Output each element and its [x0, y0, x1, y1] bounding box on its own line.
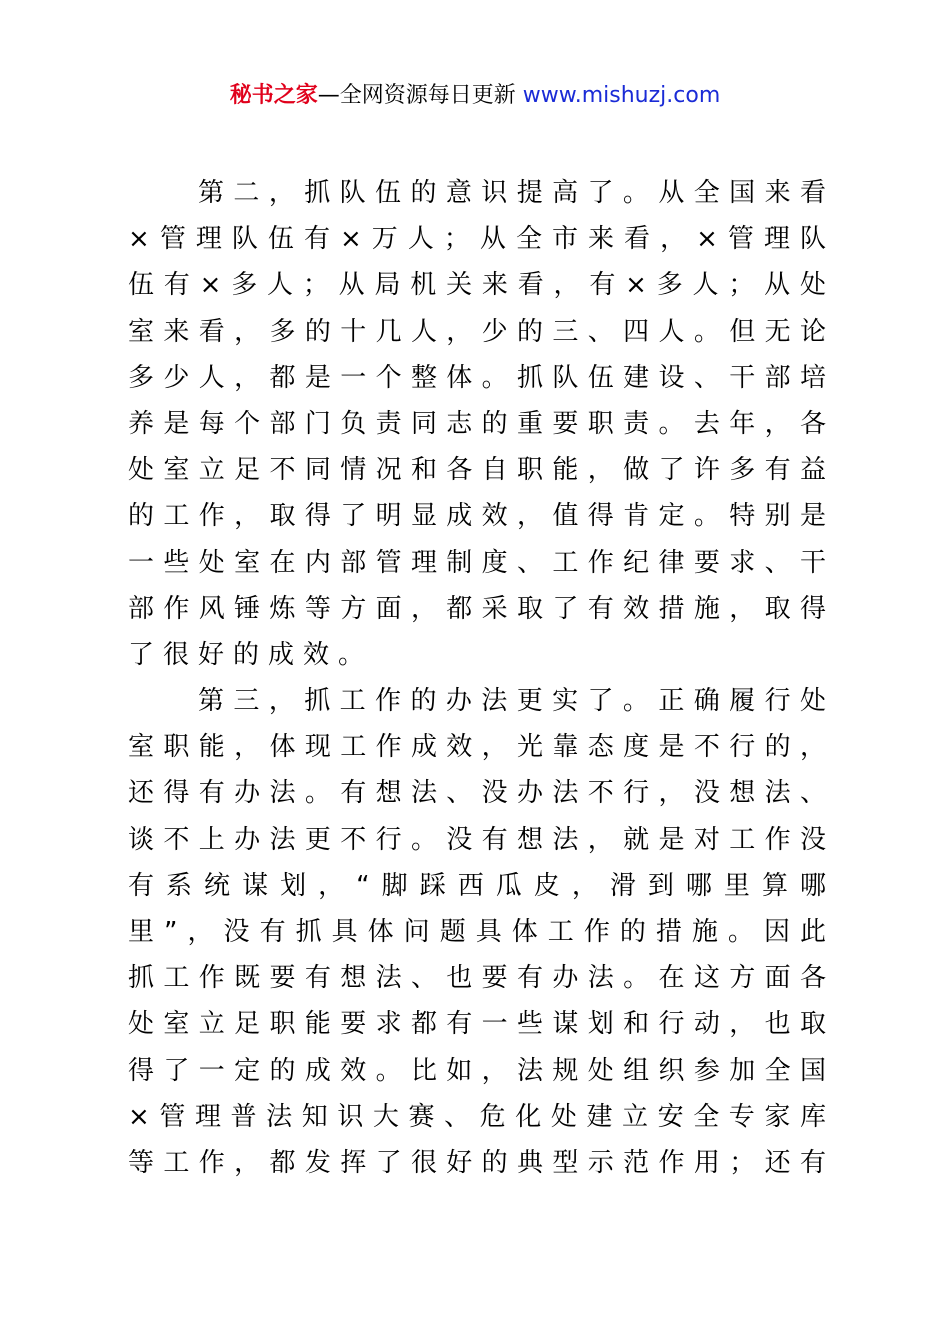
paragraph-line: ×管理普法知识大赛、危化处建立安全专家库 — [128, 1101, 828, 1132]
paragraph-line: 处室立足不同情况和各自职能，做了许多有益 — [128, 455, 828, 486]
paragraph-line: 得了一定的成效。比如，法规处组织参加全国 — [128, 1055, 828, 1086]
site-brand: 秘书之家 — [229, 83, 318, 108]
paragraph-line: 养是每个部门负责同志的重要职责。去年，各 — [128, 408, 828, 439]
paragraph-line: 的工作，取得了明显成效，值得肯定。特别是 — [128, 501, 828, 532]
paragraph-line: 处室立足职能要求都有一些谋划和行动，也取 — [128, 1009, 828, 1040]
paragraph-line: 一些处室在内部管理制度、工作纪律要求、干 — [128, 547, 828, 578]
document-body — [128, 170, 828, 1186]
paragraph-line: 伍有×多人；从局机关来看，有×多人；从处 — [128, 270, 828, 301]
paragraph-line: 了很好的成效。 — [128, 639, 374, 670]
paragraph-line: 室职能，体现工作成效，光靠态度是不行的， — [128, 732, 828, 763]
paragraph-line: 有系统谋划，“脚踩西瓜皮，滑到哪里算哪 — [128, 870, 828, 901]
paragraph-line: 第三，抓工作的办法更实了。正确履行处 — [198, 686, 828, 717]
paragraph-line: ×管理队伍有×万人；从全市来看，×管理队 — [128, 224, 828, 255]
site-url-link[interactable]: www.mishuzj.com — [522, 83, 721, 108]
site-tagline: —全网资源每日更新 — [317, 83, 523, 108]
paragraph-line: 还得有办法。有想法、没办法不行，没想法、 — [128, 778, 828, 809]
paragraph-line: 里”，没有抓具体问题具体工作的措施。因此 — [128, 917, 828, 947]
paragraph-line: 谈不上办法更不行。没有想法，就是对工作没 — [128, 824, 828, 855]
paragraph-line: 抓工作既要有想法、也要有办法。在这方面各 — [128, 963, 828, 994]
paragraph-line: 第二，抓队伍的意识提高了。从全国来看 — [198, 178, 828, 208]
paragraph-line: 部作风锤炼等方面，都采取了有效措施，取得 — [128, 593, 828, 624]
paragraph-line: 室来看，多的十几人，少的三、四人。但无论 — [128, 316, 828, 347]
paragraph-line: 等工作，都发挥了很好的典型示范作用；还有 — [128, 1147, 828, 1178]
paragraph-line: 多少人，都是一个整体。抓队伍建设、干部培 — [128, 362, 828, 393]
site-header — [0, 78, 950, 114]
